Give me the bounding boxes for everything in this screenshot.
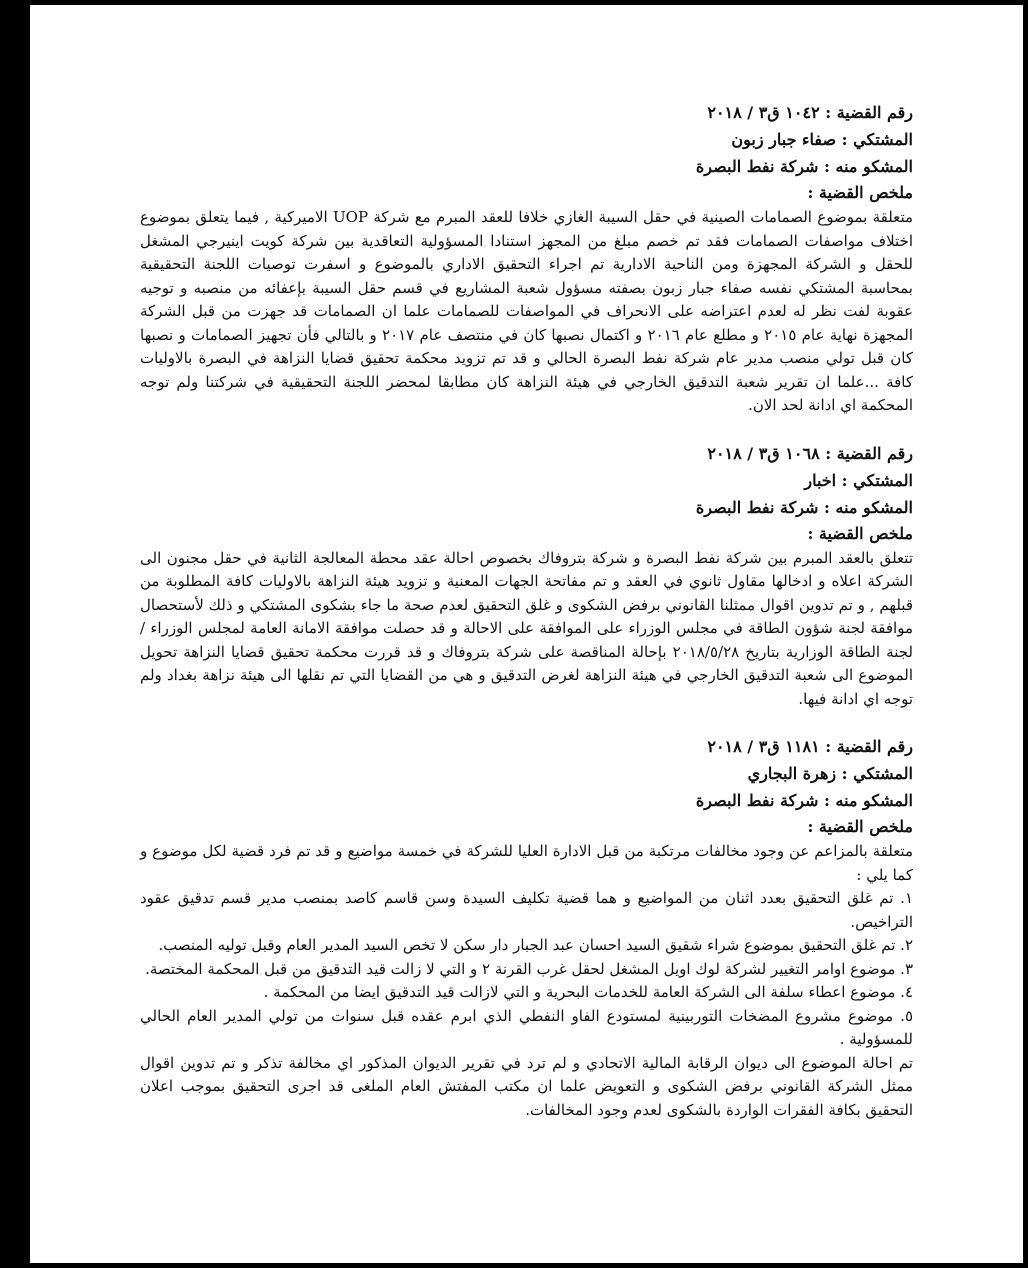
case-number: رقم القضية : ١٠٤٢ ق٣ / ٢٠١٨ bbox=[707, 103, 913, 122]
summary-title: ملخص القضية : bbox=[807, 523, 913, 543]
list-item: ٣. موضوع اوامر التغيير لشركة لوك اويل المشغل لحقل غرب القرنة ٢ و التي لا زالت قيد التدقيق من قبل المحكمة المختصة. bbox=[145, 959, 913, 978]
case-summary: متعلقة بالمزاعم عن وجود مخالفات مرتكبة من قبل الادارة العليا للشركة في خمسة مواضيع و قد تم فرد قضية لكل موضوع و كما يلي : bbox=[140, 842, 913, 884]
list-item: ١. تم غلق التحقيق بعدد اثنان من المواضيع و هما قضية تكليف السيدة وسن قاسم كاصد بمنصب مدير قسم تدقيق عقود التراخيص. bbox=[140, 889, 913, 931]
case-block bbox=[140, 440, 913, 712]
case-number: رقم القضية : ١١٨١ ق٣ / ٢٠١٨ bbox=[707, 737, 913, 756]
respondent: المشكو منه : شركة نفط البصرة bbox=[695, 497, 913, 517]
respondent: المشكو منه : شركة نفط البصرة bbox=[695, 791, 913, 810]
case-block bbox=[140, 99, 913, 418]
document-page bbox=[30, 5, 1023, 1263]
case-summary: تتعلق بالعقد المبرم بين شركة نفط البصرة و شركة بتروفاك بخصوص احالة عقد محطة المعالجة الثانية في حقل مجنون الى الشركة اعلاه و ادخالها مقاول ثانوي في العقد و تم مفاتحة الجهات المعنية و تزويد هيئة النزاهة بالاوليات كافة المطلوبة من قبلهم , و تم تدوين اقوال ممثلنا القانوني برفض الشكوى و غلق التحقيق لعدم صحة ما جاء بشكوى المشتكي و ذلك لأستحصال موافقة لجنة شؤون الطاقة في مجلس الوزراء على الموافقة على الاحالة و قد حصلت موافقة الامانة العامة لمجلس الوزراء / لجنة الطاقة الوزارية بتاريخ ٢٠١٨/٥/٢٨ بإحالة المناقصة على شركة بتروفاك و قد قررت محكمة تحقيق قضايا النزاهة تحويل الموضوع الى شعبة التدقيق الخارجي في هيئة النزاهة لغرض التدقيق و هي من القضايا التي تم نقلها الى هيئة نزاهة بغداد ولم توجه اي ادانة فيها. bbox=[140, 548, 913, 708]
complainant: المشتكي : زهرة البجاري bbox=[747, 764, 913, 783]
case-summary: متعلقة بموضوع الصمامات الصينية في حقل السيبة الغازي خلافا للعقد المبرم مع شركة UOP الاميركية , فيما يتعلق بموضوع اختلاف مواصفات الصمامات فقد تم خصم مبلغ من المجهز استنادا المسؤولية التعاقدية بين شركة كويت اينيرجي المشغل للحقل و الشركة المجهزة ومن الناحية الادارية تم اجراء التحقيق الاداري بالموضوع و اسفرت توصيات اللجنة التحقيقية بمحاسبة المشتكي نفسه صفاء جبار زبون بصفته مسؤول شعبة المشاريع في قسم حقل السيبة بإعفائه من منصبه و توجيه عقوبة لفت نظر له لعدم اعتراضه على الانحراف في المواصفات للصمامات علما ان الصمامات قد جهزت من قبل الشركة المجهزة نهاية عام ٢٠١٥ و مطلع عام ٢٠١٦ و اكتمال نصبها كان في منتصف عام ٢٠١٧ و بالتالي فأن تجهيز الصمامات و نصبها كان قبل تولي منصب مدير عام شركة نفط البصرة الحالي و قد تم تزويد محكمة تحقيق قضايا النزاهة في البصرة بالاوليات كافة ...علما ان تقرير شعبة التدقيق الخارجي في هيئة النزاهة كان مطابقا لمحضر اللجنة التحقيقية في شركتنا ولم توجه المحكمة اي ادانة لحد الان. bbox=[140, 208, 914, 414]
sub-items-list bbox=[140, 887, 913, 1052]
list-item: ٢. تم غلق التحقيق بموضوع شراء شقيق السيد احسان عبد الجبار دار سكن لا تخص السيد المدير العام وقبل توليه المنصب. bbox=[158, 936, 913, 954]
case-number: رقم القضية : ١٠٦٨ ق٣ / ٢٠١٨ bbox=[707, 443, 913, 463]
complainant: المشتكي : صفاء جبار زبون bbox=[731, 130, 913, 149]
summary-title: ملخص القضية : bbox=[807, 183, 913, 202]
list-item: ٤. موضوع اعطاء سلفة الى الشركة العامة للخدمات البحرية و التي لازالت قيد التدقيق ايضا من المحكمة . bbox=[263, 983, 913, 1001]
complainant: المشتكي : اخبار bbox=[804, 470, 913, 490]
list-item: ٥. موضوع مشروع المضخات التوربينية لمستودع الفاو النفطي الذي ابرم عقده قبل سنوات من تولي المدير العام الحالي للمسؤولية . bbox=[140, 1006, 913, 1048]
summary-title: ملخص القضية : bbox=[807, 817, 913, 836]
respondent: المشكو منه : شركة نفط البصرة bbox=[695, 157, 913, 176]
closing-paragraph: تم احالة الموضوع الى ديوان الرقابة المالية الاتحادي و لم ترد في تقرير الديوان المذكور اي مخالفة تذكر و تم تدوين اقوال ممثل الشركة القانوني برفض الشكوى و التعويض علما ان مكتب المفتش العام الملغى قد اجرى التحقيق بموجب اعلان التحقيق بكافة الفقرات الواردة بالشكوى لعدم وجود المخالفات. bbox=[140, 1053, 913, 1119]
case-block bbox=[140, 733, 913, 1122]
